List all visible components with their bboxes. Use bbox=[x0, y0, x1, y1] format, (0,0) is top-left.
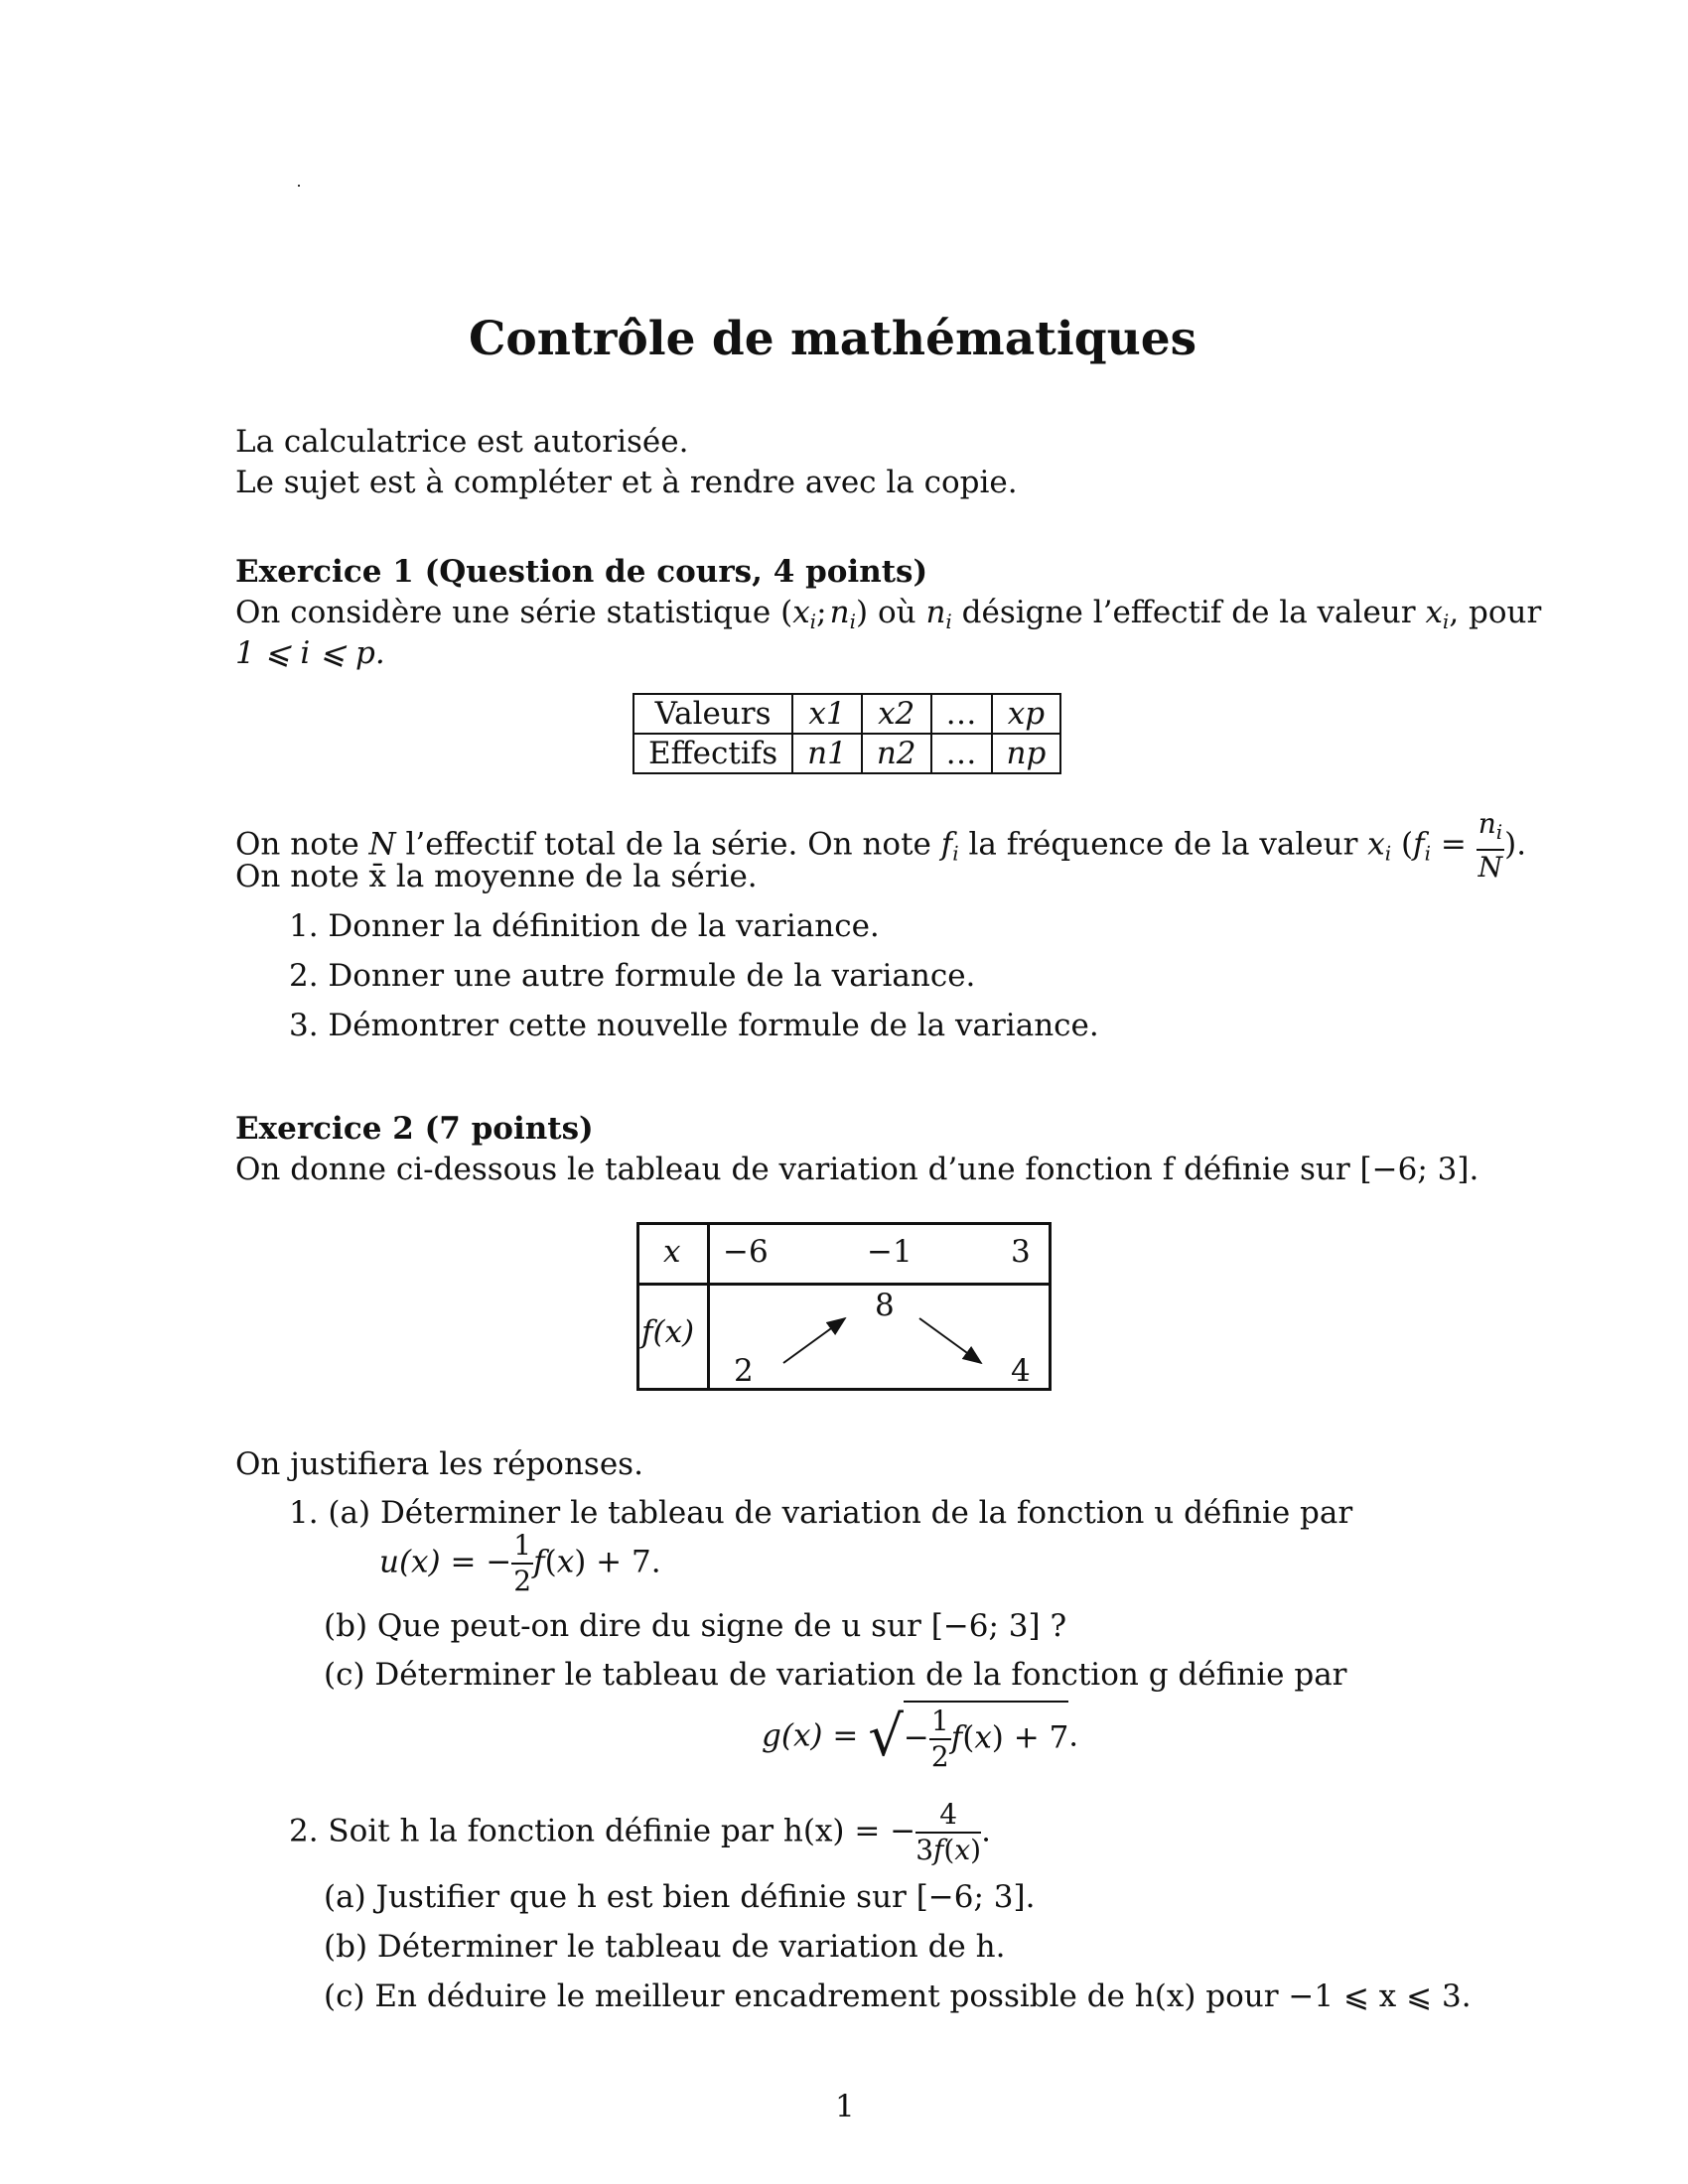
table-cell: … bbox=[931, 694, 992, 734]
var-table-f-value: 8 bbox=[875, 1288, 895, 1323]
frequency-table bbox=[633, 693, 1061, 774]
exercise-2-q2b: (b) Déterminer le tableau de variation de h. bbox=[324, 1929, 1006, 1965]
exercise-1-question-2: 2. Donner une autre formule de la variance. bbox=[289, 958, 976, 994]
var-table-f-value: 4 bbox=[1011, 1353, 1031, 1389]
exercise-1-note-1: On note N l’effectif total de la série. On note $f_i$ la fréquence de la valeur $x_i$ ($f_i$ = $\frac{n_i}{N}$ ). bbox=[235, 807, 1527, 884]
table-cell: x2 bbox=[862, 694, 931, 734]
exercise-1-text: On considère une série statistique ($x_i$; $n_i$) où $n_i$ désigne l’effectif de la valeur $x_i$, pour bbox=[235, 595, 1542, 633]
var-table-x-value: −1 bbox=[867, 1234, 913, 1270]
decreasing-arrow-icon bbox=[919, 1318, 981, 1363]
table-row-label: Effectifs bbox=[633, 734, 792, 773]
exercise-1-range: 1 ⩽ i ⩽ p. bbox=[235, 635, 385, 671]
exercise-2-q1a: 1. (a) Déterminer le tableau de variation de la fonction u définie par bbox=[289, 1495, 1353, 1531]
page-number: 1 bbox=[835, 2089, 855, 2124]
variation-table bbox=[636, 1222, 1052, 1391]
intro-line-1: La calculatrice est autorisée. bbox=[235, 424, 689, 460]
intro-line-2: Le sujet est à compléter et à rendre avec la copie. bbox=[235, 465, 1018, 500]
exercise-2-q1b: (b) Que peut-on dire du signe de u sur [−6; 3] ? bbox=[324, 1608, 1067, 1644]
exercise-1-note-2: On note x̄ la moyenne de la série. bbox=[235, 859, 758, 894]
page-title: Contrôle de mathématiques bbox=[469, 312, 1197, 366]
table-cell: n2 bbox=[862, 734, 931, 773]
exercise-2-q1c-formula: g(x) = √− $\frac{1}{2}$ f(x) + 7. bbox=[762, 1701, 1078, 1774]
table-cell: x1 bbox=[792, 694, 862, 734]
table-cell: xp bbox=[992, 694, 1061, 734]
var-table-x-value: −6 bbox=[723, 1234, 769, 1270]
square-root: √− $\frac{1}{2}$ f(x) + 7. bbox=[868, 1701, 1078, 1774]
exercise-1-question-1: 1. Donner la définition de la variance. bbox=[289, 908, 880, 944]
exercise-1-heading: Exercice 1 (Question de cours, 4 points) bbox=[235, 554, 928, 590]
table-cell: … bbox=[931, 734, 992, 773]
table-row-label: Valeurs bbox=[633, 694, 792, 734]
exercise-2-q2: 2. Soit h la fonction définie par h(x) = − $\frac{4}{3f(x)}$ . bbox=[289, 1798, 991, 1866]
exercise-2-q1a-formula: u(x) = − $\frac{1}{2}$ f(x) + 7. bbox=[379, 1529, 661, 1597]
variation-arrows bbox=[639, 1225, 1049, 1388]
var-table-x-label: x bbox=[663, 1234, 681, 1270]
exercise-1-question-3: 3. Démontrer cette nouvelle formule de la variance. bbox=[289, 1008, 1099, 1043]
table-cell: n1 bbox=[792, 734, 862, 773]
exercise-2-heading: Exercice 2 (7 points) bbox=[235, 1111, 594, 1147]
increasing-arrow-icon bbox=[783, 1318, 845, 1363]
var-table-f-label: f(x) bbox=[641, 1314, 695, 1350]
table-cell: np bbox=[992, 734, 1061, 773]
exercise-2-justify: On justifiera les réponses. bbox=[235, 1446, 643, 1482]
exercise-2-q1c: (c) Déterminer le tableau de variation de la fonction g définie par bbox=[324, 1657, 1347, 1693]
exercise-2-q2a: (a) Justifier que h est bien définie sur [−6; 3]. bbox=[324, 1879, 1036, 1915]
exercise-2-intro: On donne ci-dessous le tableau de variation d’une fonction f définie sur [−6; 3]. bbox=[235, 1152, 1479, 1187]
var-table-x-value: 3 bbox=[1011, 1234, 1031, 1270]
var-table-f-value: 2 bbox=[734, 1353, 754, 1389]
exercise-2-q2c: (c) En déduire le meilleur encadrement possible de h(x) pour −1 ⩽ x ⩽ 3. bbox=[324, 1979, 1472, 2014]
stray-dot bbox=[298, 185, 300, 187]
